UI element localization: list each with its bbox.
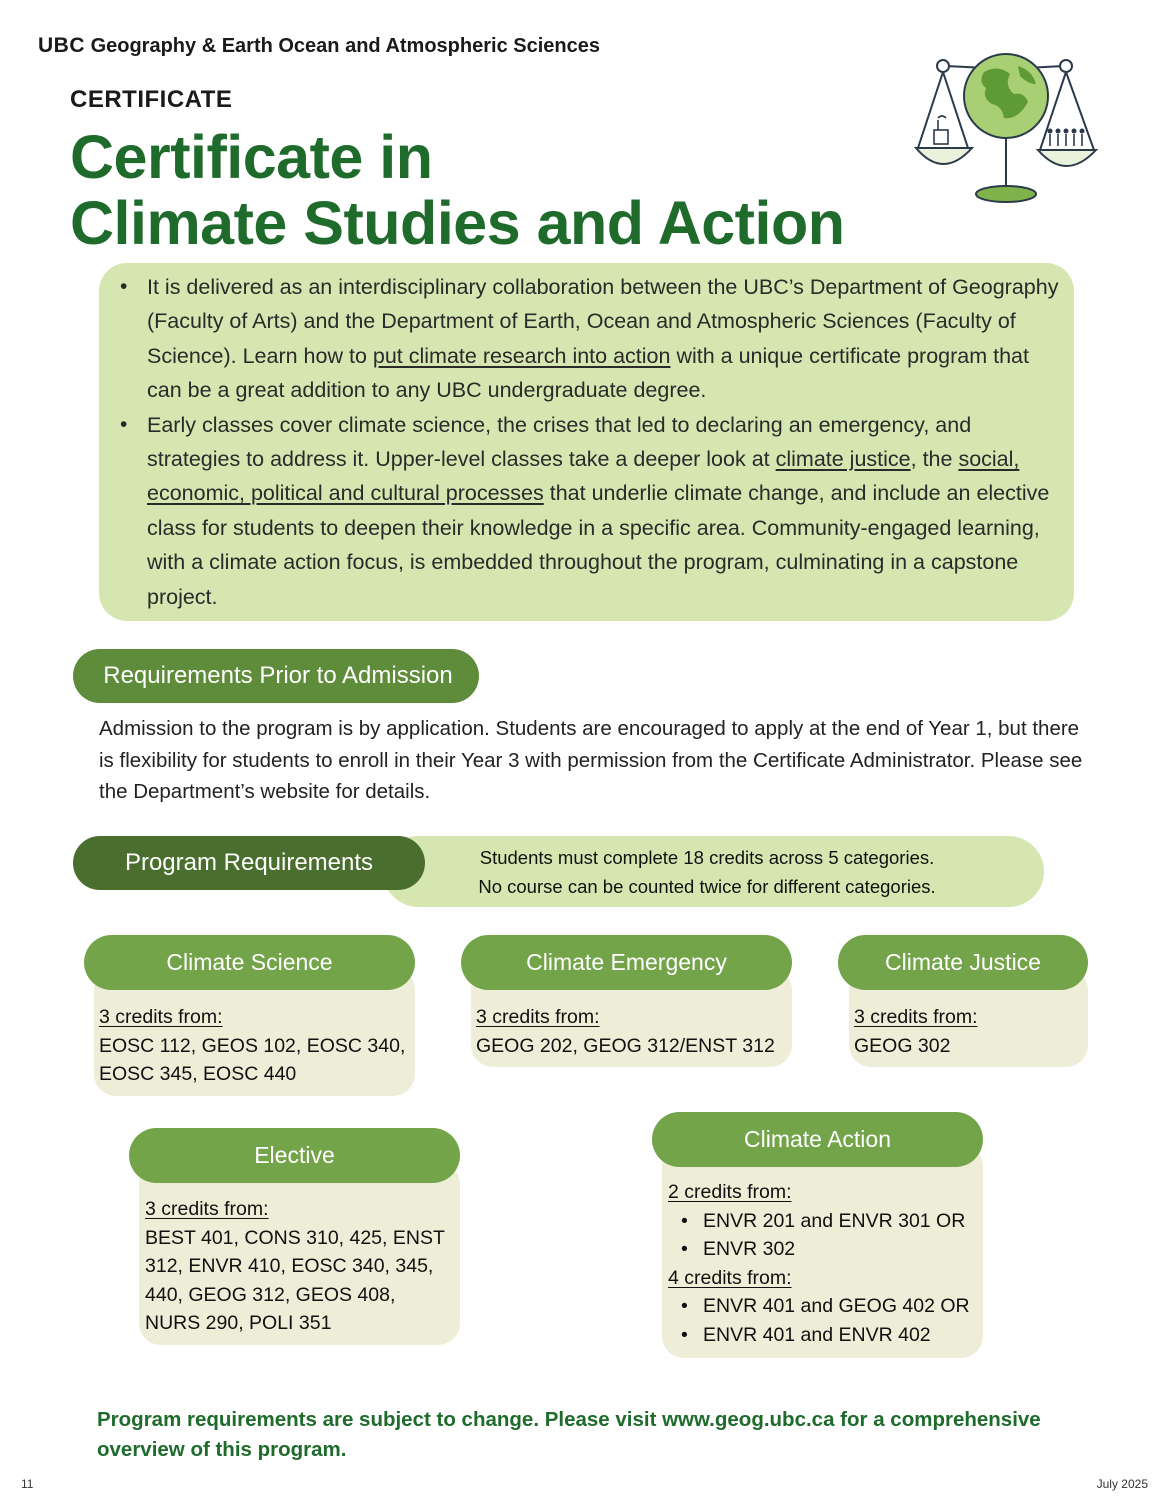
credits-label: 3 credits from: bbox=[854, 1006, 978, 1028]
link-climate-research[interactable]: put climate research into action bbox=[372, 343, 671, 368]
climate-action-card bbox=[662, 1145, 983, 1358]
page-number: 11 bbox=[21, 1477, 34, 1491]
intro-box bbox=[99, 263, 1074, 621]
list-item: • It is delivered as an interdisciplinary collaboration between the UBC’s Department of Geography (Faculty of Arts) and the Department of Earth, Ocean and Atmospheric Sciences (Faculty of Science). Learn how to put climate research into action with a unique certificate program that can be a great addition to any UBC undergraduate degree. bbox=[147, 270, 1067, 408]
intro-list bbox=[147, 270, 1067, 614]
credits-label: 3 credits from: bbox=[145, 1198, 269, 1220]
kicker: CERTIFICATE bbox=[70, 86, 233, 113]
elective-card bbox=[139, 1162, 460, 1345]
list-item: • ENVR 401 and GEOG 402 OR bbox=[668, 1292, 980, 1321]
program-section-label: Program Requirements bbox=[73, 836, 425, 890]
credits-label: 2 credits from: bbox=[668, 1181, 792, 1203]
list-item: • ENVR 302 bbox=[668, 1235, 980, 1264]
link-climate-justice[interactable]: climate justice bbox=[775, 447, 911, 472]
title-line-2: Climate Studies and Action bbox=[70, 189, 845, 257]
ubc-wordmark: UBC bbox=[38, 34, 85, 57]
list-item: • Early classes cover climate science, the crises that led to declaring an emergency, and strategies to address it. Upper-level classes take a deeper look at climate justice, the social, economic, political and cultural processes that underlie climate change, and include an elective class for students to deepen their knowledge in a specific area. Community-engaged learning, with a climate action focus, is embedded throughout the program, culminating in a capstone project. bbox=[147, 408, 1067, 614]
link-social-processes[interactable]: social, economic, political and cultural processes bbox=[147, 447, 1020, 506]
course-list bbox=[668, 1207, 980, 1264]
course-list: EOSC 112, GEOS 102, EOSC 340, EOSC 345, EOSC 440 bbox=[99, 1034, 406, 1086]
course-list: GEOG 302 bbox=[854, 1034, 951, 1057]
program-note-band bbox=[383, 836, 1044, 907]
page-title bbox=[70, 124, 844, 256]
climate-emergency-header: Climate Emergency bbox=[461, 935, 792, 990]
program-note-1: Students must complete 18 credits across 5 categories. bbox=[479, 847, 935, 868]
climate-justice-header: Climate Justice bbox=[838, 935, 1088, 990]
title-line-1: Certificate in bbox=[70, 123, 433, 191]
climate-science-header: Climate Science bbox=[84, 935, 415, 990]
footer-note: Program requirements are subject to change. Please visit www.geog.ubc.ca for a comprehensive overview of this program. bbox=[97, 1408, 1041, 1461]
climate-action-header: Climate Action bbox=[652, 1112, 983, 1167]
scales-globe-icon bbox=[906, 50, 1106, 210]
course-list: BEST 401, CONS 310, 425, ENST 312, ENVR 410, EOSC 340, 345, 440, GEOG 312, GEOS 408, NURS 290, POLI 351 bbox=[145, 1226, 445, 1335]
credits-label: 3 credits from: bbox=[99, 1006, 223, 1028]
elective-header: Elective bbox=[129, 1128, 460, 1183]
page-date: July 2025 bbox=[1096, 1477, 1148, 1491]
course-list bbox=[668, 1292, 980, 1349]
admission-text: Admission to the program is by application. Students are encouraged to apply at the end of Year 1, but there is flexibility for students to enroll in their Year 3 with permission from the Certificate Administrator. Please see the Department’s website for details. bbox=[99, 717, 1083, 803]
credits-label: 3 credits from: bbox=[476, 1006, 600, 1028]
admission-section-label: Requirements Prior to Admission bbox=[73, 649, 479, 703]
list-item: • ENVR 401 and ENVR 402 bbox=[668, 1321, 980, 1350]
header bbox=[38, 34, 600, 58]
department-name: Geography & Earth Ocean and Atmospheric Sciences bbox=[90, 35, 600, 57]
list-item: • ENVR 201 and ENVR 301 OR bbox=[668, 1207, 980, 1236]
credits-label: 4 credits from: bbox=[668, 1266, 792, 1289]
course-list: GEOG 202, GEOG 312/ENST 312 bbox=[476, 1034, 775, 1057]
program-note-2: No course can be counted twice for different categories. bbox=[478, 876, 936, 897]
